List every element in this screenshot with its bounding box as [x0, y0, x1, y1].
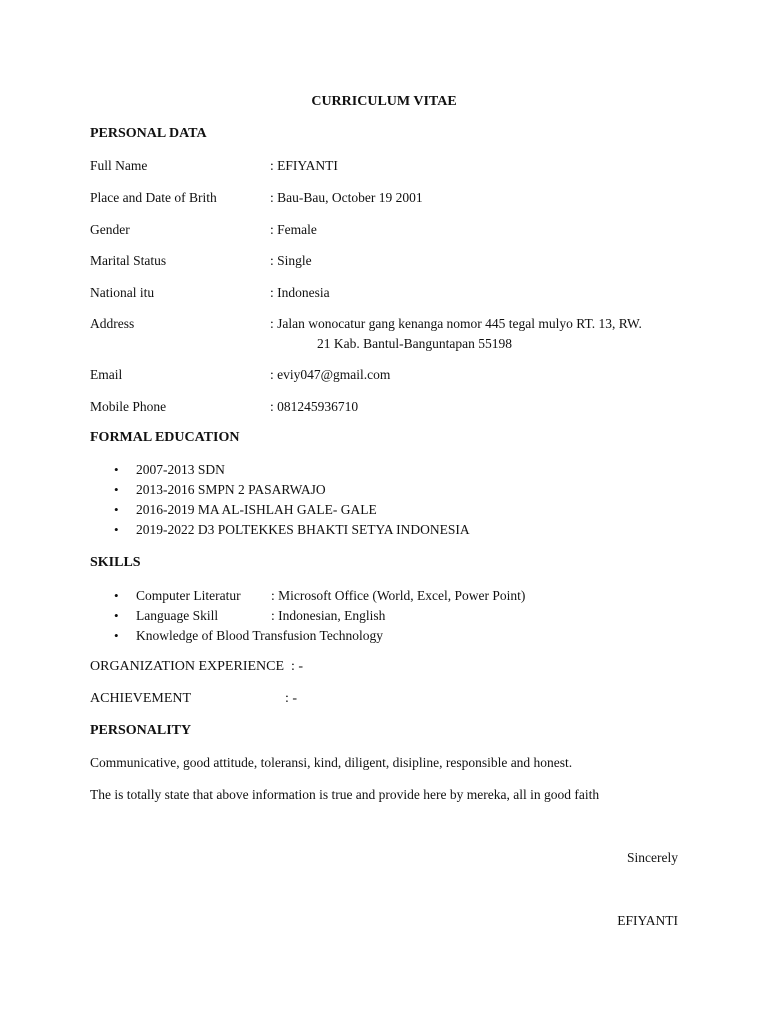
formal-education-heading: FORMAL EDUCATION [90, 430, 240, 445]
gender-value: : Female [270, 222, 317, 237]
closing-text: Sincerely [627, 850, 678, 865]
full-name-label: Full Name [90, 158, 148, 173]
education-item: • 2016-2019 MA AL-ISHLAH GALE- GALE [90, 500, 470, 520]
skills-list [90, 586, 525, 646]
skill-label: Computer Literatur [136, 588, 241, 603]
personality-text: Communicative, good attitude, toleransi, kind, diligent, disipline, responsible and honest. [90, 755, 573, 770]
achievement-label: ACHIEVEMENT [90, 691, 192, 706]
address-label: Address [90, 316, 135, 331]
marital-status-value: : Single [270, 253, 312, 268]
skills-heading: SKILLS [90, 555, 141, 570]
skill-item [90, 586, 525, 606]
nationality-value: : Indonesia [270, 285, 330, 300]
education-list [90, 460, 470, 540]
email-label: Email [90, 367, 123, 382]
full-name-value: : EFIYANTI [270, 158, 338, 173]
education-item: • 2013-2016 SMPN 2 PASARWAJO [90, 480, 470, 500]
marital-status-label: Marital Status [90, 253, 167, 268]
gender-label: Gender [90, 222, 130, 237]
education-item: • 2019-2022 D3 POLTEKKES BHAKTI SETYA INDONESIA [90, 520, 470, 540]
skill-item [90, 626, 525, 646]
personality-heading: PERSONALITY [90, 723, 192, 738]
organization-label: ORGANIZATION EXPERIENCE [90, 659, 285, 674]
organization-value: : - [291, 659, 304, 674]
skill-value: : Indonesian, English [271, 608, 386, 623]
birth-value: : Bau-Bau, October 19 2001 [270, 190, 423, 205]
address-value: : Jalan wonocatur gang kenanga nomor 445 tegal mulyo RT. 13, RW. [270, 316, 642, 331]
mobile-phone-label: Mobile Phone [90, 399, 167, 414]
education-item: • 2007-2013 SDN [90, 460, 470, 480]
organization-experience [90, 659, 303, 675]
skill-label: Language Skill [136, 608, 219, 623]
skill-label: Knowledge of Blood Transfusion Technology [136, 628, 384, 643]
statement-text: The is totally state that above information is true and provide here by mereka, all in good faith [90, 787, 600, 802]
mobile-phone-value: : 081245936710 [270, 399, 359, 414]
birth-label: Place and Date of Brith [90, 190, 217, 205]
address-value-line2: 21 Kab. Bantul-Banguntapan 55198 [317, 336, 512, 351]
signature-name: EFIYANTI [617, 913, 678, 928]
skill-value: : Microsoft Office (World, Excel, Power Point) [271, 588, 526, 603]
personal-data-heading: PERSONAL DATA [90, 126, 207, 141]
achievement-value: : - [285, 691, 298, 706]
nationality-label: National itu [90, 285, 155, 300]
skill-item [90, 606, 525, 626]
email-value: : eviy047@gmail.com [270, 367, 391, 382]
document-title: CURRICULUM VITAE [311, 94, 457, 109]
